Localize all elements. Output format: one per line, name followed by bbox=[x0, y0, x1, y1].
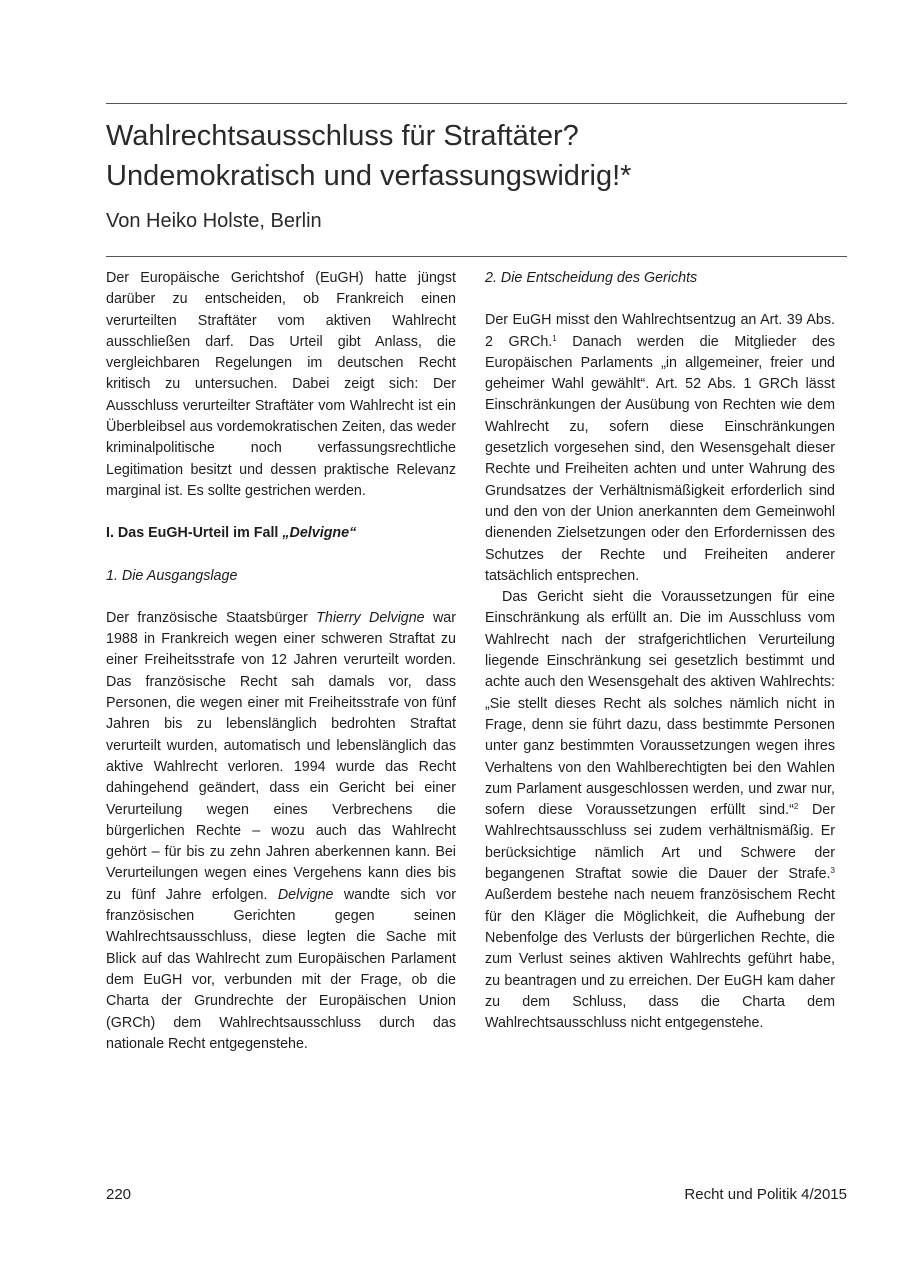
body-paragraph-entscheidung-1 bbox=[485, 310, 835, 587]
person-name: Thierry Delvigne bbox=[316, 609, 425, 626]
text-run: Außerdem bestehe nach neuem französischem Recht für den Kläger die Möglichkeit, die Aufhebung der Nebenfolge des Verlusts der bürgerlichen Rechte, die zum Verlust seines aktiven Wahlrechts geführt habe, zu beantragen und zu erreichen. Der EuGH kam daher zu dem Schluss, dass die Charta dem Wahlrechtsausschluss nicht entgegenstehe. bbox=[485, 887, 835, 1032]
abstract-paragraph: Der Europäische Gerichtshof (EuGH) hatte jüngst darüber zu entscheiden, ob Frankreich einen verurteilten Straftäter vom aktiven Wahlrecht ausschließen darf. Das Urteil gibt Anlass, die vergleichbaren Regelungen im deutschen Recht kritisch zu untersuchen. Dabei zeigt sich: Der Ausschluss verurteilter Straftäter vom Wahlrecht ist ein Überbleibsel aus vordemokratischen Zeiten, das weder kriminalpolitische noch verfassungsrechtliche Legitimation besitzt und dessen praktische Relevanz marginal ist. Es sollte gestrichen werden. bbox=[106, 270, 456, 499]
text-run: war 1988 in Frankreich wegen einer schweren Straftat zu einer Freiheitsstrafe von 12 Jahren verurteilt worden. Das französische Recht sah damals vor, dass Personen, die wegen einer mit Freiheitsstrafe von fünf Jahren bis zu lebenslänglich bedrohten Straftat verurteilt wurden, automatisch und lebenslänglich das aktive Wahlrecht verloren. 1994 wurde das Recht dahingehend geändert, dass ein Gericht bei einer Verurteilung wegen eines Verbrechens die bürgerlichen Rechte – wozu auch das Wahlrecht gehört – für bis zu zehn Jahren aberkennen kann. Bei Verurteilungen wegen eines Vergehens kann dies bis zu fünf Jahre erfolgen. bbox=[106, 609, 456, 903]
subheading-entscheidung: 2. Die Entscheidung des Gerichts bbox=[485, 270, 698, 286]
top-rule bbox=[106, 103, 847, 104]
text-run: Der französische Staatsbürger bbox=[106, 609, 317, 626]
footnote-ref[interactable]: 1 bbox=[552, 333, 557, 343]
text-run: Das Gericht sieht die Voraussetzungen für eine Einschränkung als erfüllt an. Die im Ausschluss vom Wahlrecht nach der strafgerichtlichen Verurteilung liegende Einschränkung sei gesetzlich bestimmt und achte auch den Wesensgehalt des aktiven Wahlrechts: „Sie stellt dieses Recht als solches nämlich nicht in Frage, denn sie führt dazu, dass bestimmte Personen unter ganz bestimmten Voraussetzungen wegen ihres Verhaltens von den Wahlberechtigten bei den Wahlen zum Parlament ausgeschlossen werden, und zwar nur, sofern diese Voraussetzungen erfüllt sind.“ bbox=[485, 589, 835, 819]
text-run: Der Wahlrechtsausschluss sei zudem verhältnismäßig. Er berücksichtige nämlich Art und Schwere der begangenen Straftat sowie die Dauer der Strafe. bbox=[485, 802, 835, 883]
person-name: Delvigne bbox=[277, 886, 334, 903]
footnote-ref[interactable]: 2 bbox=[793, 802, 799, 812]
body-paragraph-entscheidung-2 bbox=[485, 587, 835, 1034]
article-title bbox=[106, 116, 847, 196]
right-column bbox=[485, 268, 835, 1034]
author-line: Von Heiko Holste, Berlin bbox=[106, 210, 322, 232]
section-heading-case-name: „Delvigne“ bbox=[282, 525, 357, 542]
title-line-2: Undemokratisch und verfassungswidrig!* bbox=[106, 160, 632, 192]
header-divider bbox=[106, 256, 847, 257]
text-run: Der EuGH misst den Wahlrechtsentzug an Art. 39 Abs. 2 GRCh. bbox=[485, 312, 835, 350]
section-heading-prefix: I. Das EuGH-Urteil im Fall bbox=[106, 525, 283, 542]
footnote-ref[interactable]: 3 bbox=[830, 866, 835, 876]
subheading-ausgangslage: 1. Die Ausgangslage bbox=[106, 567, 238, 584]
page-number: 220 bbox=[106, 1186, 132, 1203]
text-run: Danach werden die Mitglieder des Europäischen Parlaments „in allgemeiner, freier und geheimer Wahl gewählt“. Art. 52 Abs. 1 GRCh lässt Einschränkungen der Ausübung von Rechten wie dem Wahlrecht zu, sofern diese Einschränkungen gesetzlich vorgesehen sind, den Wesensgehalt dieser Rechte und Freiheiten achten und unter Wahrung des Grundsatzes der Verhältnismäßigkeit erforderlich sind und den von der Union anerkannten dem Gemeinwohl dienenden Zielsetzungen oder den Erfordernissen des Schutzes der Rechte und Freiheiten anderer tatsächlich entsprechen. bbox=[485, 333, 835, 584]
body-paragraph-ausgangslage bbox=[106, 608, 456, 1055]
journal-issue: Recht und Politik 4/2015 bbox=[684, 1186, 847, 1203]
text-run: wandte sich vor französischen Gerichten gegen seinen Wahlrechtsausschluss, diese legten die Sache mit Blick auf das Wahlrecht zum Europäischen Parlament dem EuGH vor, verbunden mit der Frage, ob die Charta der Grundrechte der Europäischen Union (GRCh) dem Wahlrechtsausschluss durch das nationale Recht entgegenstehe. bbox=[106, 886, 456, 1052]
title-line-1: Wahlrechtsausschluss für Straftäter? bbox=[106, 120, 579, 152]
section-heading bbox=[106, 523, 456, 544]
left-column bbox=[106, 268, 456, 1055]
